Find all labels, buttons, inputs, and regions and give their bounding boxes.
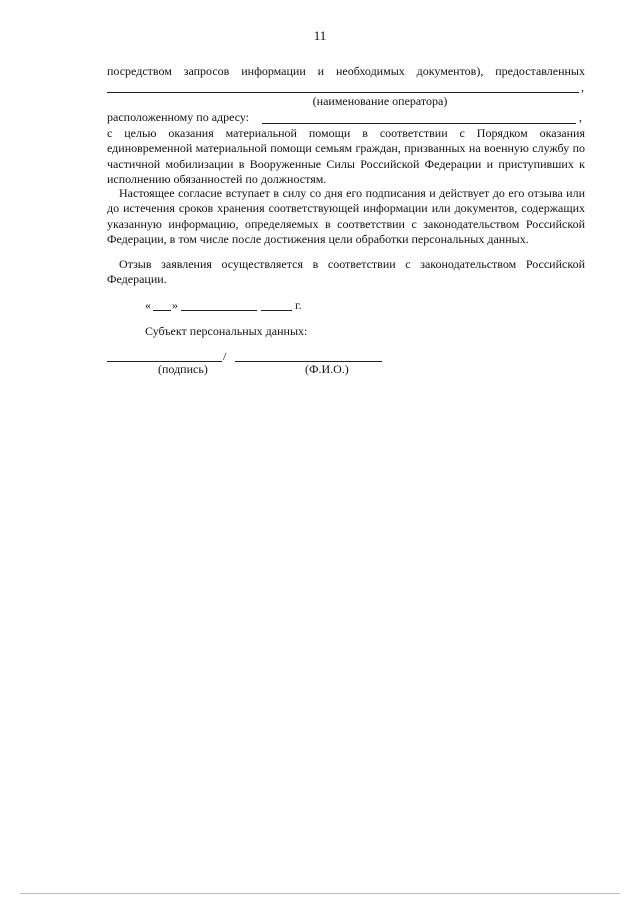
- address-end-mark: ,: [579, 110, 582, 124]
- signature-caption: (подпись): [158, 362, 208, 376]
- purpose-paragraph: с целью оказания материальной помощи в соответствии с Порядком оказания единовременной материальной помощи семьям граждан, призванных на военную службу по частичной мобилизации в Вооруженные Силы Российской Федерации и приступивших к исполнению обязанностей по должностям.: [107, 126, 585, 187]
- operator-caption: (наименование оператора): [312, 94, 448, 108]
- date-year-blank: [261, 310, 292, 311]
- date-open-quote: «: [145, 298, 151, 312]
- date-month-blank: [181, 310, 257, 311]
- address-label: расположенному по адресу:: [107, 110, 250, 124]
- date-day-blank: [153, 310, 171, 311]
- operator-end-mark: ,: [581, 80, 584, 94]
- subject-label: Субъект персональных данных:: [145, 324, 308, 338]
- date-close-quote: »: [172, 298, 178, 312]
- operator-name-blank: [107, 92, 579, 93]
- address-blank: [262, 123, 576, 124]
- paragraph-1-line: посредством запросов информации и необходимых документов), предоставленных: [107, 64, 585, 78]
- signature-separator: /: [223, 349, 227, 363]
- consent-paragraph: Настоящее согласие вступает в силу со дня его подписания и действует до его отзыва или до истечения сроков хранения соответствующей информации или документов, содержащих указанную информацию, определяемых в соответствии с законодательством Российской Федерации, в том числе после достижения цели обработки персональных данных.: [107, 186, 585, 247]
- fio-caption: (Ф.И.О.): [305, 362, 349, 376]
- date-year-suffix: г.: [295, 298, 302, 312]
- revocation-paragraph: Отзыв заявления осуществляется в соответствии с законодательством Российской Федерации.: [107, 257, 585, 287]
- page-number: 11: [313, 28, 327, 43]
- page-bottom-edge: [20, 893, 620, 894]
